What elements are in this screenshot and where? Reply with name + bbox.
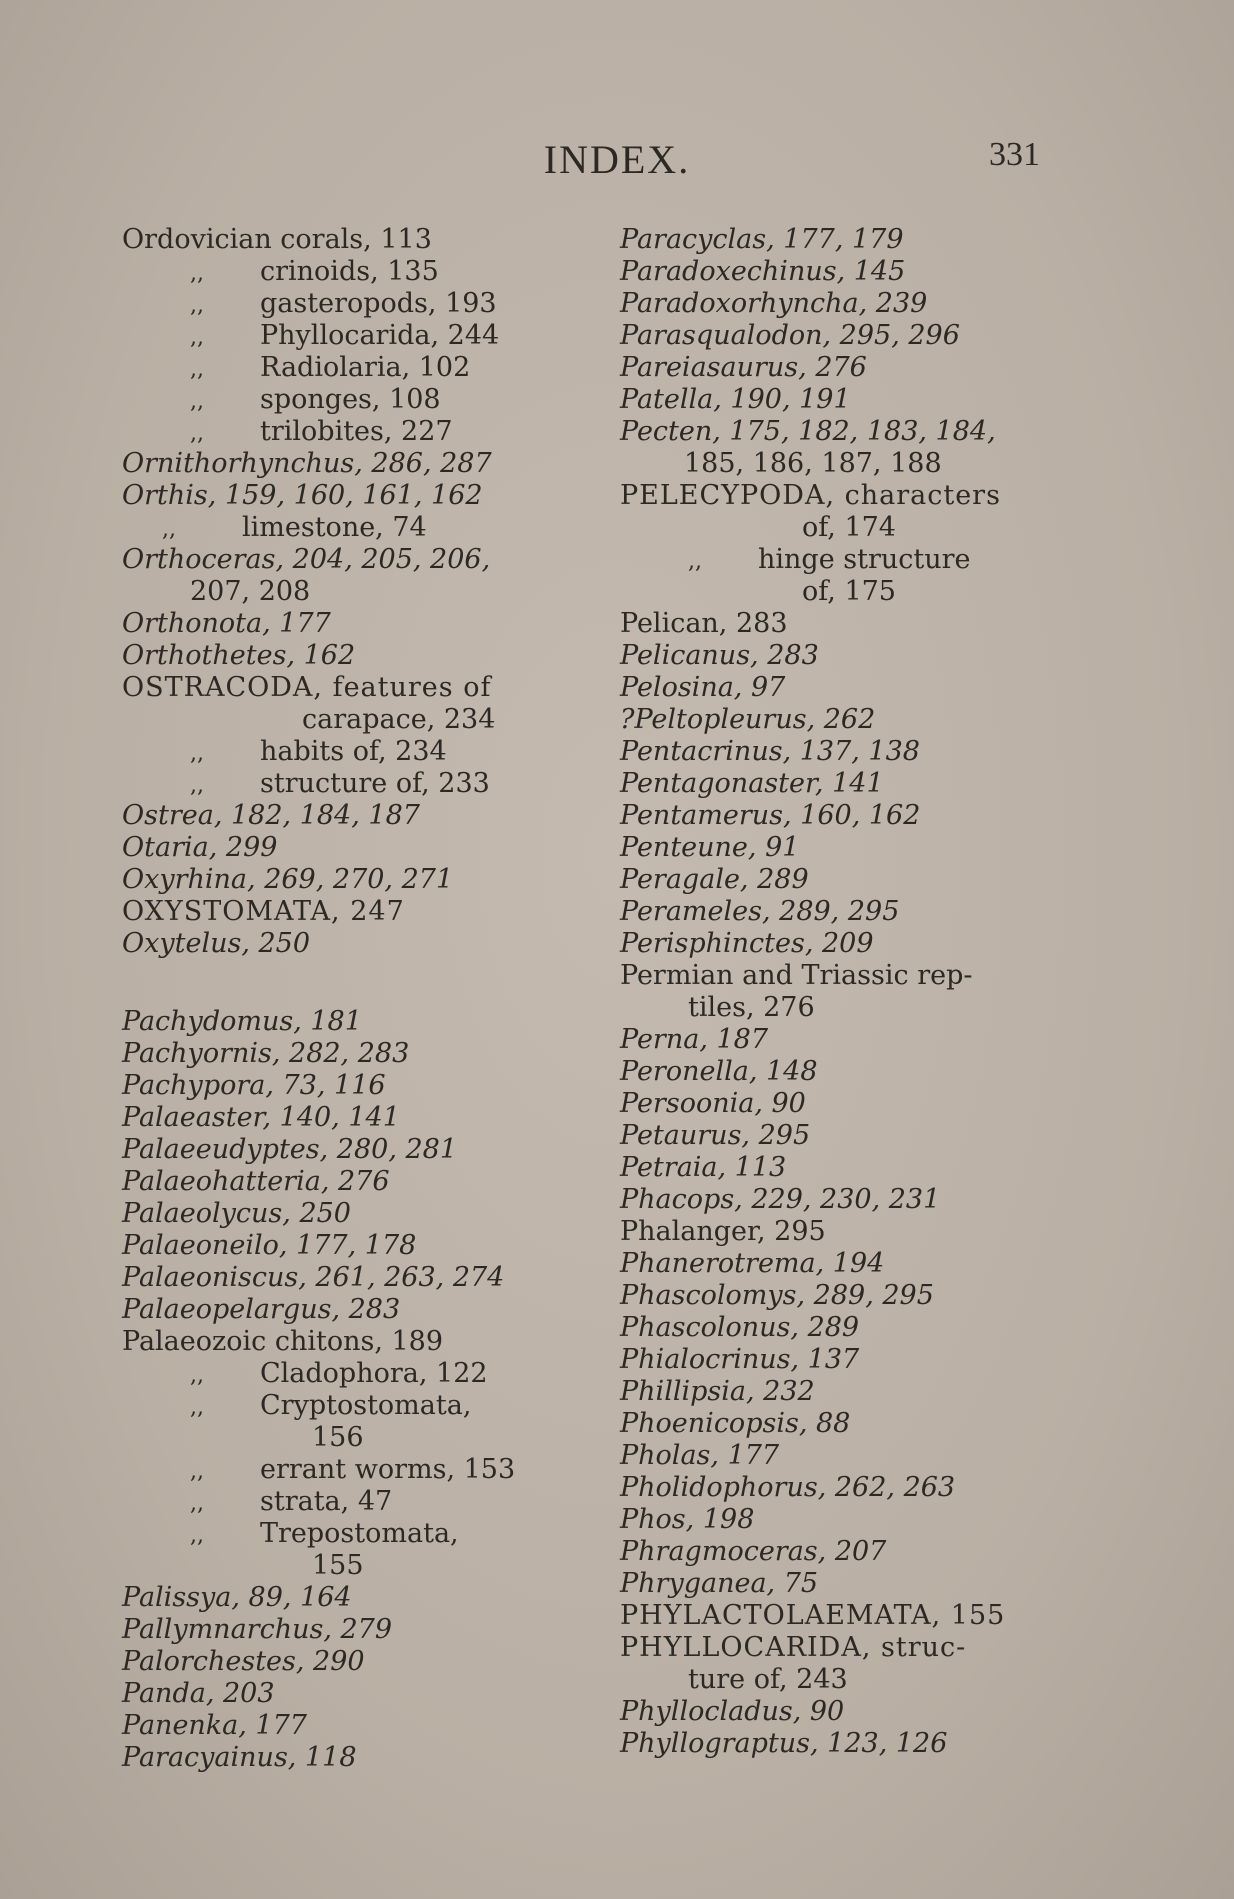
index-entry: Peronella, 148 (620, 1056, 818, 1087)
index-entry: ,, hinge structure (620, 544, 1045, 576)
index-entry: Paracyclas, 177, 179 (620, 224, 904, 255)
index-entry: Penteune, 91 (620, 832, 800, 863)
index-entry: Peragale, 289 (620, 864, 809, 895)
index-entry: Palissya, 89, 164 (122, 1582, 352, 1613)
index-entry: Paracyainus, 118 (122, 1742, 357, 1773)
index-entry-continuation: 207, 208 (190, 576, 311, 607)
index-entry: Ordovician corals, 113 (122, 224, 432, 255)
index-entry-continuation: 155 (312, 1550, 364, 1581)
index-entry-continuation: 185, 186, 187, 188 (684, 448, 942, 479)
index-entry: Perna, 187 (620, 1024, 769, 1055)
index-entry: ,, errant worms, 153 (122, 1454, 562, 1486)
ditto-mark: ,, (190, 325, 204, 350)
index-entry: Pelicanus, 283 (620, 640, 819, 671)
index-entry: Ornithorhynchus, 286, 287 (122, 448, 492, 479)
ditto-mark: ,, (190, 1523, 204, 1548)
index-entry: Perameles, 289, 295 (620, 896, 900, 927)
index-entry: PELECYPODA, characters (620, 480, 1001, 511)
index-entry: Palaeaster, 140, 141 (122, 1102, 400, 1133)
index-entry: ,, trilobites, 227 (122, 416, 562, 448)
index-entry: ,, Radiolaria, 102 (122, 352, 562, 384)
index-entry: Pentamerus, 160, 162 (620, 800, 921, 831)
index-entry: Phos, 198 (620, 1504, 755, 1535)
index-entry: Pelican, 283 (620, 608, 788, 639)
index-entry: Pecten, 175, 182, 183, 184, (620, 416, 996, 447)
index-entry: Paradoxorhyncha, 239 (620, 288, 928, 319)
ditto-mark: ,, (162, 517, 176, 542)
index-entry: Otaria, 299 (122, 832, 278, 863)
index-entry: Phragmoceras, 207 (620, 1536, 887, 1567)
index-entry: ,, Cladophora, 122 (122, 1358, 562, 1390)
index-entry: ?Peltopleurus, 262 (620, 704, 876, 735)
index-entry-continuation: of, 175 (802, 576, 896, 607)
index-entry: ,, Trepostomata, (122, 1518, 562, 1550)
index-entry: ,, Phyllocarida, 244 (122, 320, 562, 352)
index-entry-continuation: carapace, 234 (302, 704, 496, 735)
index-entry: Phanerotrema, 194 (620, 1248, 885, 1279)
index-column-left (122, 224, 562, 1774)
index-entry: ,, crinoids, 135 (122, 256, 562, 288)
index-entry: Orthonota, 177 (122, 608, 331, 639)
index-entry: Persoonia, 90 (620, 1088, 806, 1119)
ditto-mark: ,, (190, 1459, 204, 1484)
index-entry: Pachyornis, 282, 283 (122, 1038, 410, 1069)
index-entry: Pachypora, 73, 116 (122, 1070, 386, 1101)
index-entry: Orthis, 159, 160, 161, 162 (122, 480, 483, 511)
index-entry: Paradoxechinus, 145 (620, 256, 906, 287)
index-entry: Palaeoneilo, 177, 178 (122, 1230, 417, 1261)
index-entry: Oxytelus, 250 (122, 928, 311, 959)
index-entry: Phascolonus, 289 (620, 1312, 860, 1343)
index-entry: Palaeohatteria, 276 (122, 1166, 390, 1197)
index-entry: Phoenicopsis, 88 (620, 1408, 851, 1439)
index-entry: Pelosina, 97 (620, 672, 786, 703)
page-title: INDEX. (543, 137, 691, 182)
ditto-mark: ,, (190, 261, 204, 286)
index-entry: Palorchestes, 290 (122, 1646, 365, 1677)
index-entry: Oxyrhina, 269, 270, 271 (122, 864, 454, 895)
index-entry: ,, habits of, 234 (122, 736, 562, 768)
section-gap (122, 960, 562, 1006)
ditto-mark: ,, (190, 741, 204, 766)
index-entry: Phillipsia, 232 (620, 1376, 815, 1407)
index-entry: Palaeopelargus, 283 (122, 1294, 401, 1325)
page-number: 331 (989, 136, 1040, 173)
index-entry: OSTRACODA, features of (122, 672, 492, 703)
index-entry: ,, limestone, 74 (122, 512, 562, 544)
index-entry: Panenka, 177 (122, 1710, 307, 1741)
index-entry-continuation: tiles, 276 (688, 992, 815, 1023)
index-entry: PHYLACTOLAEMATA, 155 (620, 1600, 1006, 1631)
index-entry-continuation: 156 (312, 1422, 364, 1453)
index-entry: Pallymnarchus, 279 (122, 1614, 393, 1645)
ditto-mark: ,, (190, 1363, 204, 1388)
index-entry: Perisphinctes, 209 (620, 928, 874, 959)
index-entry: Pholas, 177 (620, 1440, 780, 1471)
index-entry: Panda, 203 (122, 1678, 275, 1709)
index-entry: ,, Cryptostomata, (122, 1390, 562, 1422)
ditto-mark: ,, (190, 389, 204, 414)
index-entry: Phascolomys, 289, 295 (620, 1280, 934, 1311)
index-entry: Palaeozoic chitons, 189 (122, 1326, 444, 1357)
index-entry: Orthoceras, 204, 205, 206, (122, 544, 491, 575)
index-entry: ,, structure of, 233 (122, 768, 562, 800)
index-entry: Phialocrinus, 137 (620, 1344, 860, 1375)
index-entry: Palaeeudyptes, 280, 281 (122, 1134, 458, 1165)
index-entry-continuation: of, 174 (802, 512, 896, 543)
index-entry: Palaeolycus, 250 (122, 1198, 351, 1229)
index-entry: Petaurus, 295 (620, 1120, 811, 1151)
ditto-mark: ,, (688, 549, 702, 574)
index-entry: Patella, 190, 191 (620, 384, 851, 415)
index-entry: Pentacrinus, 137, 138 (620, 736, 920, 767)
index-entry: ,, gasteropods, 193 (122, 288, 562, 320)
index-entry: Permian and Triassic rep- (620, 960, 973, 991)
ditto-mark: ,, (190, 421, 204, 446)
index-entry: Pareiasaurus, 276 (620, 352, 867, 383)
index-entry: Phacops, 229, 230, 231 (620, 1184, 941, 1215)
ditto-mark: ,, (190, 1491, 204, 1516)
index-entry: Orthothetes, 162 (122, 640, 356, 671)
index-entry: PHYLLOCARIDA, struc- (620, 1632, 967, 1663)
index-entry: Petraia, 113 (620, 1152, 787, 1183)
ditto-mark: ,, (190, 773, 204, 798)
index-entry: Pholidophorus, 262, 263 (620, 1472, 956, 1503)
index-entry: Ostrea, 182, 184, 187 (122, 800, 420, 831)
index-entry: Parasqualodon, 295, 296 (620, 320, 960, 351)
ditto-mark: ,, (190, 357, 204, 382)
index-entry: Phyllocladus, 90 (620, 1696, 845, 1727)
index-entry: Phalanger, 295 (620, 1216, 826, 1247)
index-entry: Pachydomus, 181 (122, 1006, 362, 1037)
index-entry: OXYSTOMATA, 247 (122, 896, 405, 927)
index-entry: ,, sponges, 108 (122, 384, 562, 416)
index-entry-continuation: ture of, 243 (688, 1664, 848, 1695)
index-entry: Palaeoniscus, 261, 263, 274 (122, 1262, 505, 1293)
index-entry: Phryganea, 75 (620, 1568, 819, 1599)
ditto-mark: ,, (190, 1395, 204, 1420)
ditto-mark: ,, (190, 293, 204, 318)
index-entry: ,, strata, 47 (122, 1486, 562, 1518)
index-column-right (620, 224, 1045, 1760)
index-entry: Pentagonaster, 141 (620, 768, 884, 799)
index-entry: Phyllograptus, 123, 126 (620, 1728, 948, 1759)
